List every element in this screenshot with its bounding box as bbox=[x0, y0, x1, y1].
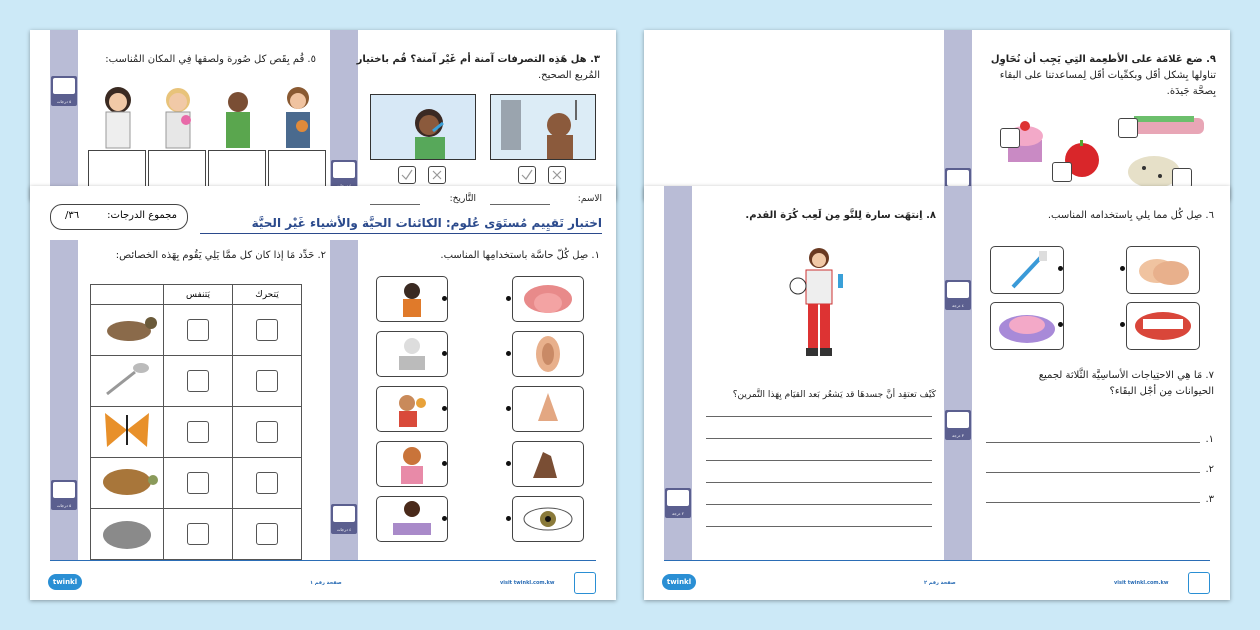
total-score-value: /٣٦ bbox=[65, 210, 80, 221]
hand-image bbox=[512, 441, 584, 487]
table-header-move: يَتحرك bbox=[233, 285, 302, 305]
table-row bbox=[91, 356, 302, 407]
move-checkbox[interactable] bbox=[256, 319, 278, 341]
total-score-box bbox=[50, 204, 188, 230]
breathe-checkbox[interactable] bbox=[187, 370, 209, 392]
tick-checkbox[interactable] bbox=[518, 166, 536, 184]
match-dot[interactable] bbox=[442, 406, 447, 411]
date-line[interactable] bbox=[370, 204, 420, 205]
score-badge: ٣ درجة bbox=[945, 410, 971, 440]
drawing-image bbox=[376, 496, 448, 542]
page-footer bbox=[644, 560, 1230, 600]
cross-checkbox[interactable] bbox=[548, 166, 566, 184]
eating-image bbox=[376, 276, 448, 322]
tongue-image bbox=[512, 276, 584, 322]
spoon-image bbox=[91, 356, 164, 407]
match-dot[interactable] bbox=[506, 406, 511, 411]
question-7-line1: ٧. مَا هِي الاحتِياجات الأساسِيَّة الثَّلاثة لجميع bbox=[1038, 370, 1214, 381]
soap-image bbox=[990, 302, 1064, 350]
score-badge: ٤ درجة bbox=[945, 280, 971, 310]
question-7-line2: الحيوانات مِن أجْل البقَاء؟ bbox=[1109, 386, 1214, 397]
answer-line[interactable] bbox=[986, 442, 1200, 443]
question-3-title: ٣. هل هَذِه التصرفات آمنة أم غَيْر آمنة؟ قُم باختيار bbox=[356, 54, 600, 65]
ear-image bbox=[512, 331, 584, 377]
worksheet-page-1 bbox=[30, 186, 616, 600]
hands-image bbox=[1126, 246, 1200, 294]
match-dot[interactable] bbox=[442, 296, 447, 301]
food-checkbox[interactable] bbox=[1052, 162, 1072, 182]
match-dot[interactable] bbox=[506, 461, 511, 466]
worksheet-page-2 bbox=[644, 186, 1230, 600]
page-title: اختبار تَقيِيم مُستَوَى عُلوم: الكائنات الحيَّة والأشياء غَيْر الحيَّة bbox=[251, 216, 602, 230]
score-strip bbox=[50, 240, 78, 560]
answer-line[interactable] bbox=[706, 482, 932, 483]
food-checkbox[interactable] bbox=[1118, 118, 1138, 138]
worksheet-page-9 bbox=[644, 30, 1230, 200]
question-1-title: ١. صِل كُلّ حاسَّة باستخدامِها المناسب. bbox=[440, 250, 600, 261]
twinkl-logo: twinkl bbox=[48, 574, 82, 590]
table-row bbox=[91, 407, 302, 458]
answer-number-2: ٢. bbox=[1205, 464, 1214, 475]
question-6-title: ٦. صِل كُل مما يلي بِاستخدامه المناسب. bbox=[1047, 210, 1214, 221]
listening-image bbox=[376, 441, 448, 487]
move-checkbox[interactable] bbox=[256, 523, 278, 545]
turtle-image bbox=[91, 458, 164, 509]
match-dot[interactable] bbox=[442, 461, 447, 466]
answer-number-1: ١. bbox=[1205, 434, 1214, 445]
twinkl-logo: twinkl bbox=[662, 574, 696, 590]
table-header-item bbox=[91, 285, 164, 305]
answer-line[interactable] bbox=[706, 416, 932, 417]
match-dot[interactable] bbox=[1120, 322, 1125, 327]
question-9-line2: تناولها بِشكل أقَل وبكمِّيات أقَل لِمساعدتنا على البقاء bbox=[999, 70, 1216, 81]
answer-line[interactable] bbox=[986, 472, 1200, 473]
breathe-checkbox[interactable] bbox=[187, 523, 209, 545]
food-checkbox[interactable] bbox=[1172, 168, 1192, 188]
table-row bbox=[91, 509, 302, 560]
breathe-checkbox[interactable] bbox=[187, 472, 209, 494]
name-line[interactable] bbox=[490, 204, 550, 205]
total-score-label: مجموع الدرجات: bbox=[107, 210, 177, 221]
brushing-teeth-image bbox=[370, 94, 476, 160]
page-number: صفحة رقم ١ bbox=[310, 580, 342, 586]
match-dot[interactable] bbox=[442, 516, 447, 521]
score-strip bbox=[50, 30, 78, 200]
cross-checkbox[interactable] bbox=[428, 166, 446, 184]
answer-number-3: ٣. bbox=[1205, 494, 1214, 505]
rock-image bbox=[91, 509, 164, 560]
shower-image bbox=[490, 94, 596, 160]
table-row bbox=[91, 305, 302, 356]
page-footer bbox=[30, 560, 616, 600]
match-dot[interactable] bbox=[506, 351, 511, 356]
match-dot[interactable] bbox=[1120, 266, 1125, 271]
table-header-breathe: يَتنفس bbox=[164, 285, 233, 305]
date-label: التَّاريخ: bbox=[449, 194, 476, 204]
nose-image bbox=[512, 386, 584, 432]
footballer-image bbox=[784, 244, 854, 364]
match-dot[interactable] bbox=[506, 296, 511, 301]
score-badge: ٢ درجة bbox=[665, 488, 691, 518]
score-badge: ٤ درجات bbox=[331, 504, 357, 534]
question-2-title: ٢. حَدِّد مَا إذا كان كل ممَّا يَلِي يَقُوم بِهَذه الخصائص: bbox=[115, 250, 326, 261]
eye-image bbox=[512, 496, 584, 542]
score-badge: ٥ درجات bbox=[51, 76, 77, 106]
match-dot[interactable] bbox=[442, 351, 447, 356]
question-9-line1: ٩. ضع عَلامَة على الأطعِمة التِي يَجِب أن نُحَاوِل bbox=[990, 54, 1216, 65]
reading-image bbox=[376, 331, 448, 377]
butterfly-image bbox=[91, 407, 164, 458]
answer-line[interactable] bbox=[986, 502, 1200, 503]
teeth-image bbox=[1126, 302, 1200, 350]
title-underline bbox=[200, 233, 602, 234]
question-8-sub: كَيْف تعتقِد أنَّ جسدهَا قد يَشعُر بَعد القيَام بِهَذا التَّمرين؟ bbox=[732, 390, 936, 400]
question-8-title: ٨. اِنتهَت سارة لِلتَّو مِن لَعِب كُرَة القدم. bbox=[745, 210, 936, 221]
quality-stamp-icon bbox=[1188, 572, 1210, 594]
worksheet-page-3-5 bbox=[30, 30, 616, 200]
footer-url[interactable]: visit twinkl.com.kw bbox=[500, 580, 555, 586]
move-checkbox[interactable] bbox=[256, 370, 278, 392]
toothbrush-image bbox=[990, 246, 1064, 294]
answer-line[interactable] bbox=[706, 460, 932, 461]
match-dot[interactable] bbox=[506, 516, 511, 521]
smelling-image bbox=[376, 386, 448, 432]
answer-line[interactable] bbox=[706, 526, 932, 527]
name-label: الاسم: bbox=[577, 194, 602, 204]
table-row bbox=[91, 458, 302, 509]
breathe-checkbox[interactable] bbox=[187, 319, 209, 341]
move-checkbox[interactable] bbox=[256, 472, 278, 494]
child-images bbox=[88, 82, 328, 152]
question-9-line3: بِصحَّة جَيدَة. bbox=[1166, 86, 1216, 97]
tick-checkbox[interactable] bbox=[398, 166, 416, 184]
footer-url[interactable]: visit twinkl.com.kw bbox=[1114, 580, 1169, 586]
answer-line[interactable] bbox=[706, 504, 932, 505]
question-5-title: ٥. قُم بِقَص كل صُورة ولصقها فِي المكان المُناسب: bbox=[105, 54, 316, 65]
score-badge: ٥ درجات bbox=[51, 480, 77, 510]
answer-line[interactable] bbox=[706, 438, 932, 439]
food-checkbox[interactable] bbox=[1000, 128, 1020, 148]
breathe-checkbox[interactable] bbox=[187, 421, 209, 443]
page-number: صفحة رقم ٢ bbox=[924, 580, 956, 586]
match-dot[interactable] bbox=[1058, 322, 1063, 327]
duck-image bbox=[91, 305, 164, 356]
question-3-title-2: المُربع الصحيح. bbox=[537, 70, 600, 81]
quality-stamp-icon bbox=[574, 572, 596, 594]
move-checkbox[interactable] bbox=[256, 421, 278, 443]
match-dot[interactable] bbox=[1058, 266, 1063, 271]
properties-table bbox=[90, 284, 302, 560]
